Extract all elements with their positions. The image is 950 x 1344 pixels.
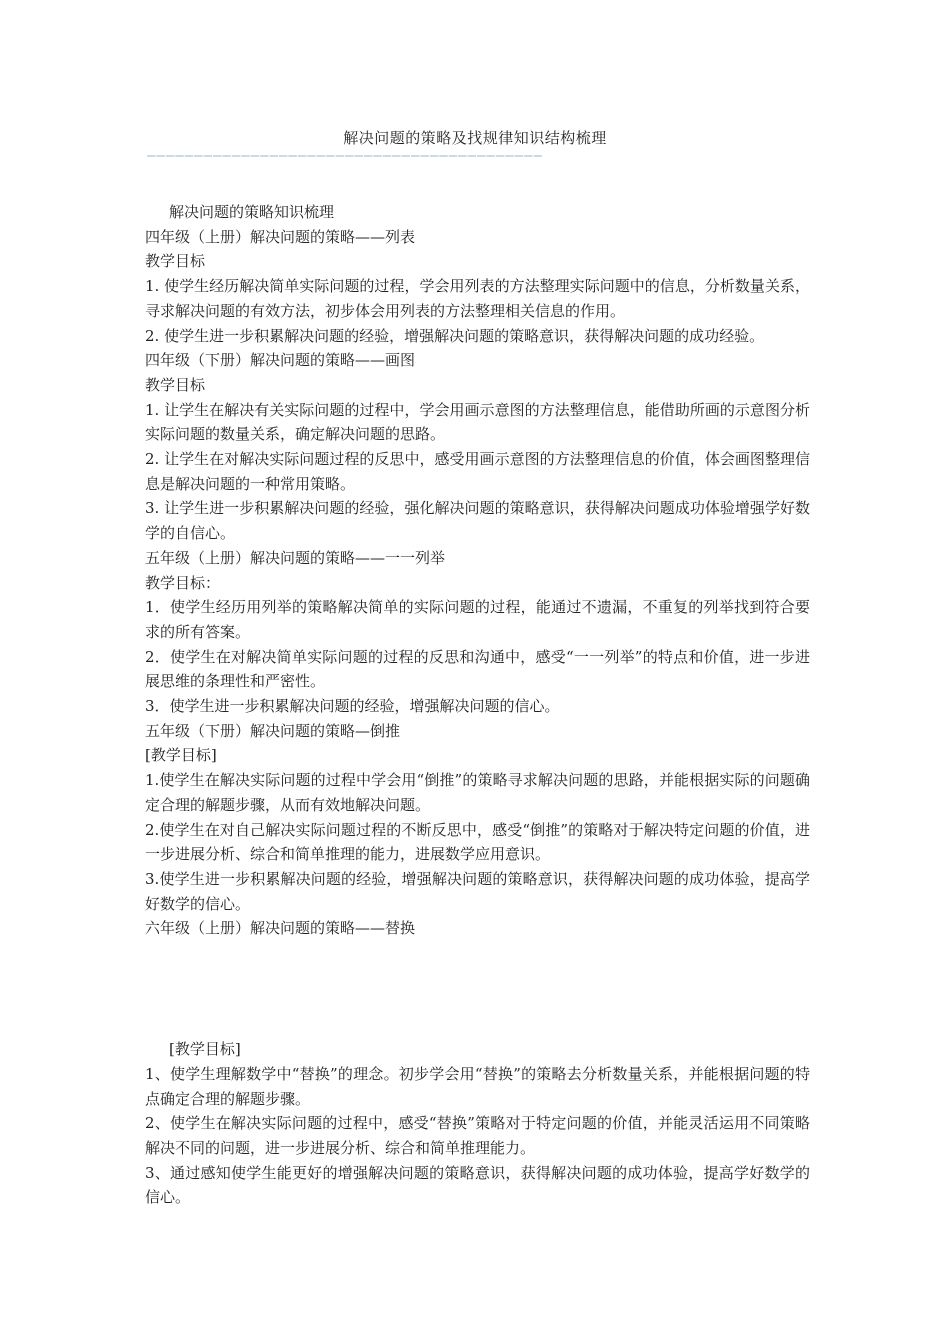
document-title: 解决问题的策略及找规律知识结构梳理 bbox=[343, 129, 607, 147]
goal-item: 3、通过感知使学生能更好的增强解决问题的策略意识，获得解决问题的成功体验，提高学好数学的信心。 bbox=[145, 1163, 810, 1207]
goal-item: 1．使学生经历用列举的策略解决简单的实际问题的过程，能通过不遗漏，不重复的列举找到符合要求的所有答案。 bbox=[145, 598, 810, 641]
goal-item: 1. 让学生在解决有关实际问题的过程中，学会用画示意图的方法整理信息，能借助所画的示意图分析实际问题的数量关系，确定解决问题的思路。 bbox=[145, 400, 810, 444]
section-heading-g5b: 五年级（下册）解决问题的策略—倒推 bbox=[145, 721, 401, 740]
goal-item: 2. 使学生进一步积累解决问题的经验，增强解决问题的策略意识，获得解决问题的成功经验。 bbox=[145, 326, 765, 345]
goal-label-g5a: 教学目标： bbox=[145, 573, 221, 592]
goal-label-g5b: [教学目标] bbox=[145, 746, 217, 765]
goal-item: 3．使学生进一步积累解决问题的经验，增强解决问题的信心。 bbox=[145, 697, 560, 716]
section-heading-g5a: 五年级（上册）解决问题的策略——一一列举 bbox=[145, 548, 446, 567]
goal-label-g6a: [教学目标] bbox=[169, 1040, 241, 1059]
goal-item: 3.使学生进一步积累解决问题的经验，增强解决问题的策略意识，获得解决问题的成功体验，提高学好数学的信心。 bbox=[145, 869, 810, 913]
goal-item: 2．使学生在对解决简单实际问题的过程的反思和沟通中，感受“一一列举”的特点和价值，进一步进展思维的条理性和严密性。 bbox=[145, 647, 810, 691]
intro-heading: 解决问题的策略知识梳理 bbox=[169, 203, 335, 221]
goal-item: 1、使学生理解数学中“替换”的理念。初步学会用“替换”的策略去分析数量关系，并能根据问题的特点确定合理的解题步骤。 bbox=[145, 1064, 810, 1108]
section-heading-g4a: 四年级（上册）解决问题的策略——列表 bbox=[145, 227, 416, 246]
goal-item: 2. 让学生在对解决实际问题过程的反思中，感受用画示意图的方法整理信息的价值，体会画图整理信息是解决问题的一种常用策略。 bbox=[145, 450, 810, 493]
goal-item: 2.使学生在对自己解决实际问题过程的不断反思中，感受“倒推”的策略对于解决特定问题的价值，进一步进展分析、综合和简单推理的能力，进展数学应用意识。 bbox=[145, 820, 810, 864]
section-heading-g6a: 六年级（上册）解决问题的策略——替换 bbox=[145, 919, 416, 938]
title-divider: —————————————————————————————————————————— bbox=[147, 148, 544, 164]
goal-item: 3. 让学生进一步积累解决问题的经验，强化解决问题的策略意识，获得解决问题成功体验增强学好数学的自信心。 bbox=[145, 499, 810, 543]
goal-label-g4a: 教学目标 bbox=[145, 252, 206, 271]
goal-item: 1. 使学生经历解决简单实际问题的过程，学会用列表的方法整理实际问题中的信息，分析数量关系，寻求解决问题的有效方法，初步体会用列表的方法整理相关信息的作用。 bbox=[145, 277, 810, 320]
goal-label-g4b: 教学目标 bbox=[145, 375, 206, 394]
section-heading-g4b: 四年级（下册）解决问题的策略——画图 bbox=[145, 351, 416, 370]
goal-item: 2、使学生在解决实际问题的过程中，感受“替换”策略对于特定问题的价值，并能灵活运用不同策略解决不同的问题，进一步进展分析、综合和简单推理能力。 bbox=[145, 1114, 810, 1157]
page-gap bbox=[145, 941, 810, 1037]
goal-item: 1.使学生在解决实际问题的过程中学会用“倒推”的策略寻求解决问题的思路，并能根据实际的问题确定合理的解题步骤，从而有效地解决问题。 bbox=[145, 771, 810, 814]
document-body bbox=[145, 200, 810, 1210]
